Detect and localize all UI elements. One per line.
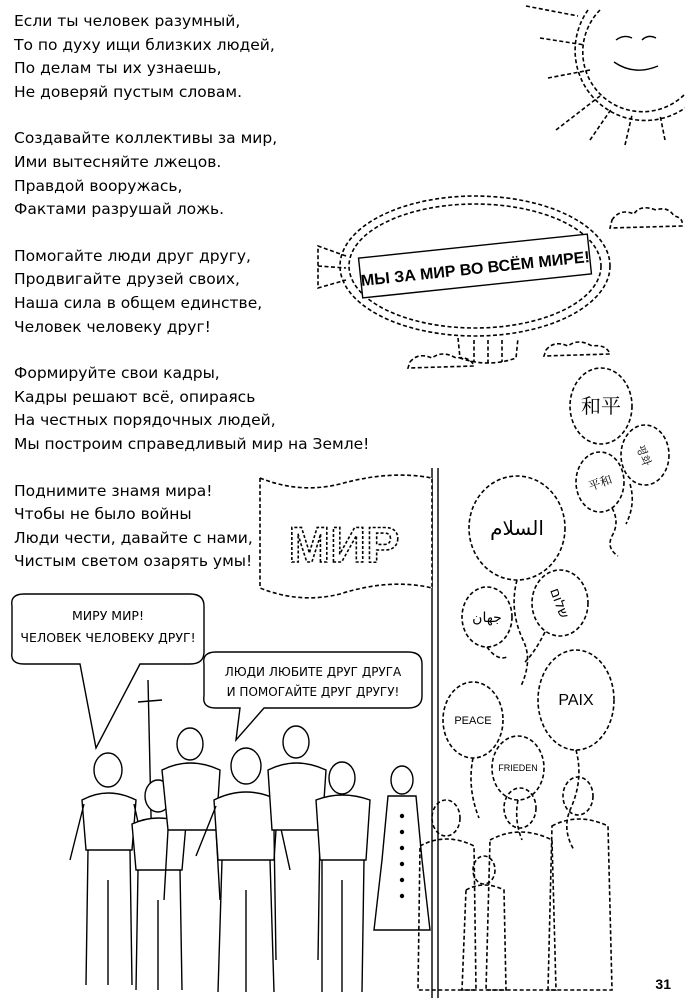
page-number: 31 — [655, 976, 671, 992]
airship-icon — [318, 196, 610, 364]
poem-line: Фактами разрушай ложь. — [14, 200, 225, 219]
speech-right-line1: ЛЮДИ ЛЮБИТЕ ДРУГ ДРУГА — [224, 665, 402, 679]
poem-line: Если ты человек разумный, — [14, 12, 241, 30]
poem-line: Мы построим справедливый мир на Земле! — [14, 434, 370, 453]
poem-line: То по духу ищи близких людей, — [14, 35, 275, 54]
speech-right-line2: И ПОМОГАЙТЕ ДРУГ ДРУГУ! — [226, 685, 400, 699]
poem-line: Правдой вооружась, — [14, 176, 183, 195]
poem-line: По делам ты их узнаешь, — [14, 59, 222, 78]
poem-line: Люди чести, давайте с нами, — [14, 528, 253, 547]
balloon-chinese: 和平 — [581, 394, 621, 418]
poem-line: Формируйте свои кадры, — [14, 364, 220, 383]
speech-bubble-left — [12, 594, 204, 748]
poem-line: Кадры решают всё, опираясь — [14, 387, 256, 406]
balloon-icon — [570, 368, 669, 556]
poem-line: Не доверяй пустым словам. — [14, 82, 243, 101]
balloon-persian: جهان — [472, 610, 502, 626]
balloon-korean: 평화 — [633, 443, 654, 468]
speech-left-line2: ЧЕЛОВЕК ЧЕЛОВЕКУ ДРУГ! — [20, 630, 196, 645]
balloon-arabic: السلام — [490, 516, 544, 540]
balloon-peace: PEACE — [454, 715, 492, 727]
poem-line: Создавайте коллективы за мир, — [14, 129, 278, 148]
poem-line: Поднимите знамя мира! — [14, 481, 213, 500]
balloon-frieden: FRIEDEN — [498, 763, 538, 773]
sun-icon — [526, 6, 685, 145]
speech-bubble-right — [204, 652, 422, 740]
balloon-paix: PAIX — [558, 692, 594, 709]
poem-line: Чистым светом озарять умы! — [14, 552, 253, 571]
people-illustration — [70, 680, 612, 992]
balloon-hebrew: שלום — [546, 586, 572, 621]
balloon-japanese: 平和 — [586, 472, 615, 494]
poem-line: На честных порядочных людей, — [14, 411, 276, 430]
poem-line: Ими вытесняйте лжецов. — [14, 152, 222, 171]
poem-line: Чтобы не было войны — [14, 505, 192, 524]
balloon-icon — [443, 650, 614, 850]
poem-line: Помогайте люди друг другу, — [14, 246, 251, 265]
poem-line: Продвигайте друзей своих, — [14, 270, 240, 289]
flag-text: МИР — [288, 517, 400, 573]
poem-line: Наша сила в общем единстве, — [14, 293, 263, 312]
airship-banner: МЫ ЗА МИР ВО ВСЁМ МИРЕ! — [360, 249, 591, 290]
speech-left-line1: МИРУ МИР! — [72, 608, 144, 623]
poem-line: Человек человеку друг! — [14, 317, 211, 336]
